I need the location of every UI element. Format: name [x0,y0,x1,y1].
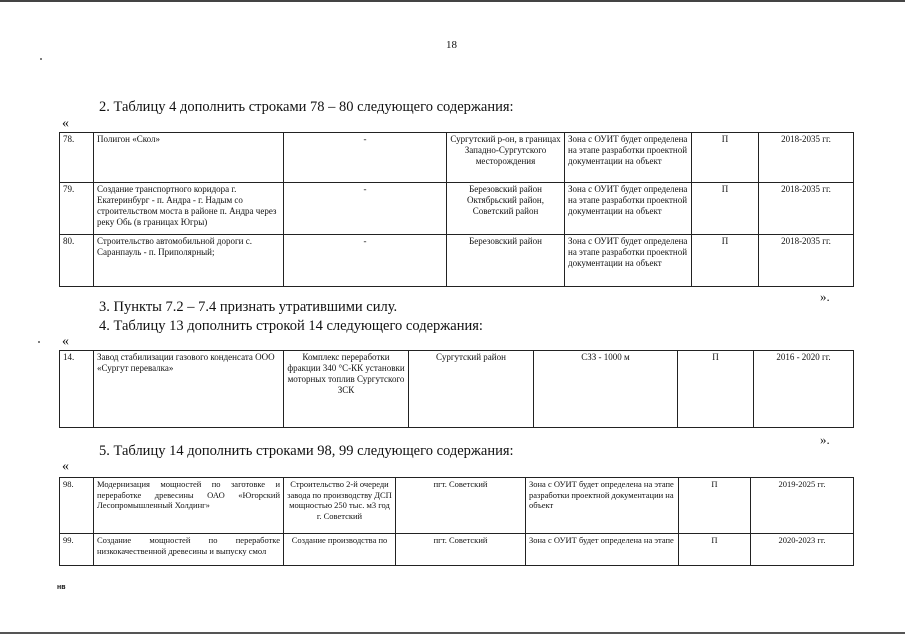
zone-description: Зона с ОУИТ будет определена на этапе разработки проектной документации на объект [565,133,692,183]
implementation-period: 2018-2035 гг. [759,183,854,235]
table-row [60,235,854,287]
row-number: 99. [60,534,94,566]
scan-speck [38,341,40,343]
row-number: 78. [60,133,94,183]
zone-description: Зона с ОУИТ будет определена на этапе разработки проектной документации на объект [526,478,679,534]
object-purpose: - [284,235,447,287]
implementation-period: 2020-2023 гг. [751,534,854,566]
object-name: Создание транспортного коридора г. Екатеринбург - п. Андра - г. Надым со строительством моста в районе п. Андра через реку Обь (в границах Югры) [94,183,284,235]
object-location: Сургутский р-он, в границах Западно-Сургутского месторождения [447,133,565,183]
object-name: Строительство автомобильной дороги с. Саранпауль - п. Приполярный; [94,235,284,287]
table-row [60,183,854,235]
table13-row [59,350,854,428]
object-purpose: Создание производства по [284,534,396,566]
section3-heading: 3. Пункты 7.2 – 7.4 признать утратившими силу. [99,299,398,315]
object-status: П [692,133,759,183]
zone-description: Зона с ОУИТ будет определена на этапе [526,534,679,566]
section2-close-quote: ». [820,289,830,304]
section2-open-quote: « [62,116,69,131]
table14-rows [59,477,854,566]
scan-border-bottom [0,632,905,634]
zone-description: СЗЗ - 1000 м [534,351,678,428]
implementation-period: 2018-2035 гг. [759,133,854,183]
table-row [60,351,854,428]
row-number: 80. [60,235,94,287]
row-number: 79. [60,183,94,235]
object-location: Березовский район Октябрьский район, Советский район [447,183,565,235]
section2-heading: 2. Таблицу 4 дополнить строками 78 – 80 следующего содержания: [99,99,514,115]
scan-speck [40,58,42,60]
object-status: П [692,235,759,287]
object-status: П [679,478,751,534]
section5-heading: 5. Таблицу 14 дополнить строками 98, 99 следующего содержания: [99,443,514,459]
object-name: Модернизация мощностей по заготовке и переработке древесины ОАО «Югорский Лесопромышленный Холдинг» [94,478,284,534]
scan-border-top [0,0,905,2]
object-status: П [692,183,759,235]
object-name: Создание мощностей по переработке низкокачественной древесины и выпуску смол [94,534,284,566]
page-number: 18 [446,39,457,51]
section4-open-quote: « [62,334,69,349]
object-purpose: Строительство 2-й очереди завода по производству ДСП мощностью 250 тыс. м3 год г. Советский [284,478,396,534]
zone-description: Зона с ОУИТ будет определена на этапе разработки проектной документации на объект [565,235,692,287]
implementation-period: 2019-2025 гг. [751,478,854,534]
section5-open-quote: « [62,459,69,474]
zone-description: Зона с ОУИТ будет определена на этапе разработки проектной документации на объект [565,183,692,235]
section4-heading: 4. Таблицу 13 дополнить строкой 14 следующего содержания: [99,318,483,334]
object-location: Березовский район [447,235,565,287]
object-purpose: Комплекс переработки фракции 340 °С-КК установки моторных топлив Сургутского ЗСК [284,351,409,428]
object-location: Сургутский район [409,351,534,428]
object-location: пгт. Советский [396,534,526,566]
object-location: пгт. Советский [396,478,526,534]
object-name: Завод стабилизации газового конденсата ООО «Сургут перевалка» [94,351,284,428]
row-number: 14. [60,351,94,428]
table-row [60,534,854,566]
table4-rows [59,132,854,287]
object-status: П [679,534,751,566]
object-purpose: - [284,183,447,235]
implementation-period: 2018-2035 гг. [759,235,854,287]
object-status: П [678,351,754,428]
footer-mark: нв [57,584,66,591]
section4-close-quote: ». [820,432,830,447]
object-name: Полигон «Скол» [94,133,284,183]
table-row [60,478,854,534]
implementation-period: 2016 - 2020 гг. [754,351,854,428]
row-number: 98. [60,478,94,534]
object-purpose: - [284,133,447,183]
table-row [60,133,854,183]
